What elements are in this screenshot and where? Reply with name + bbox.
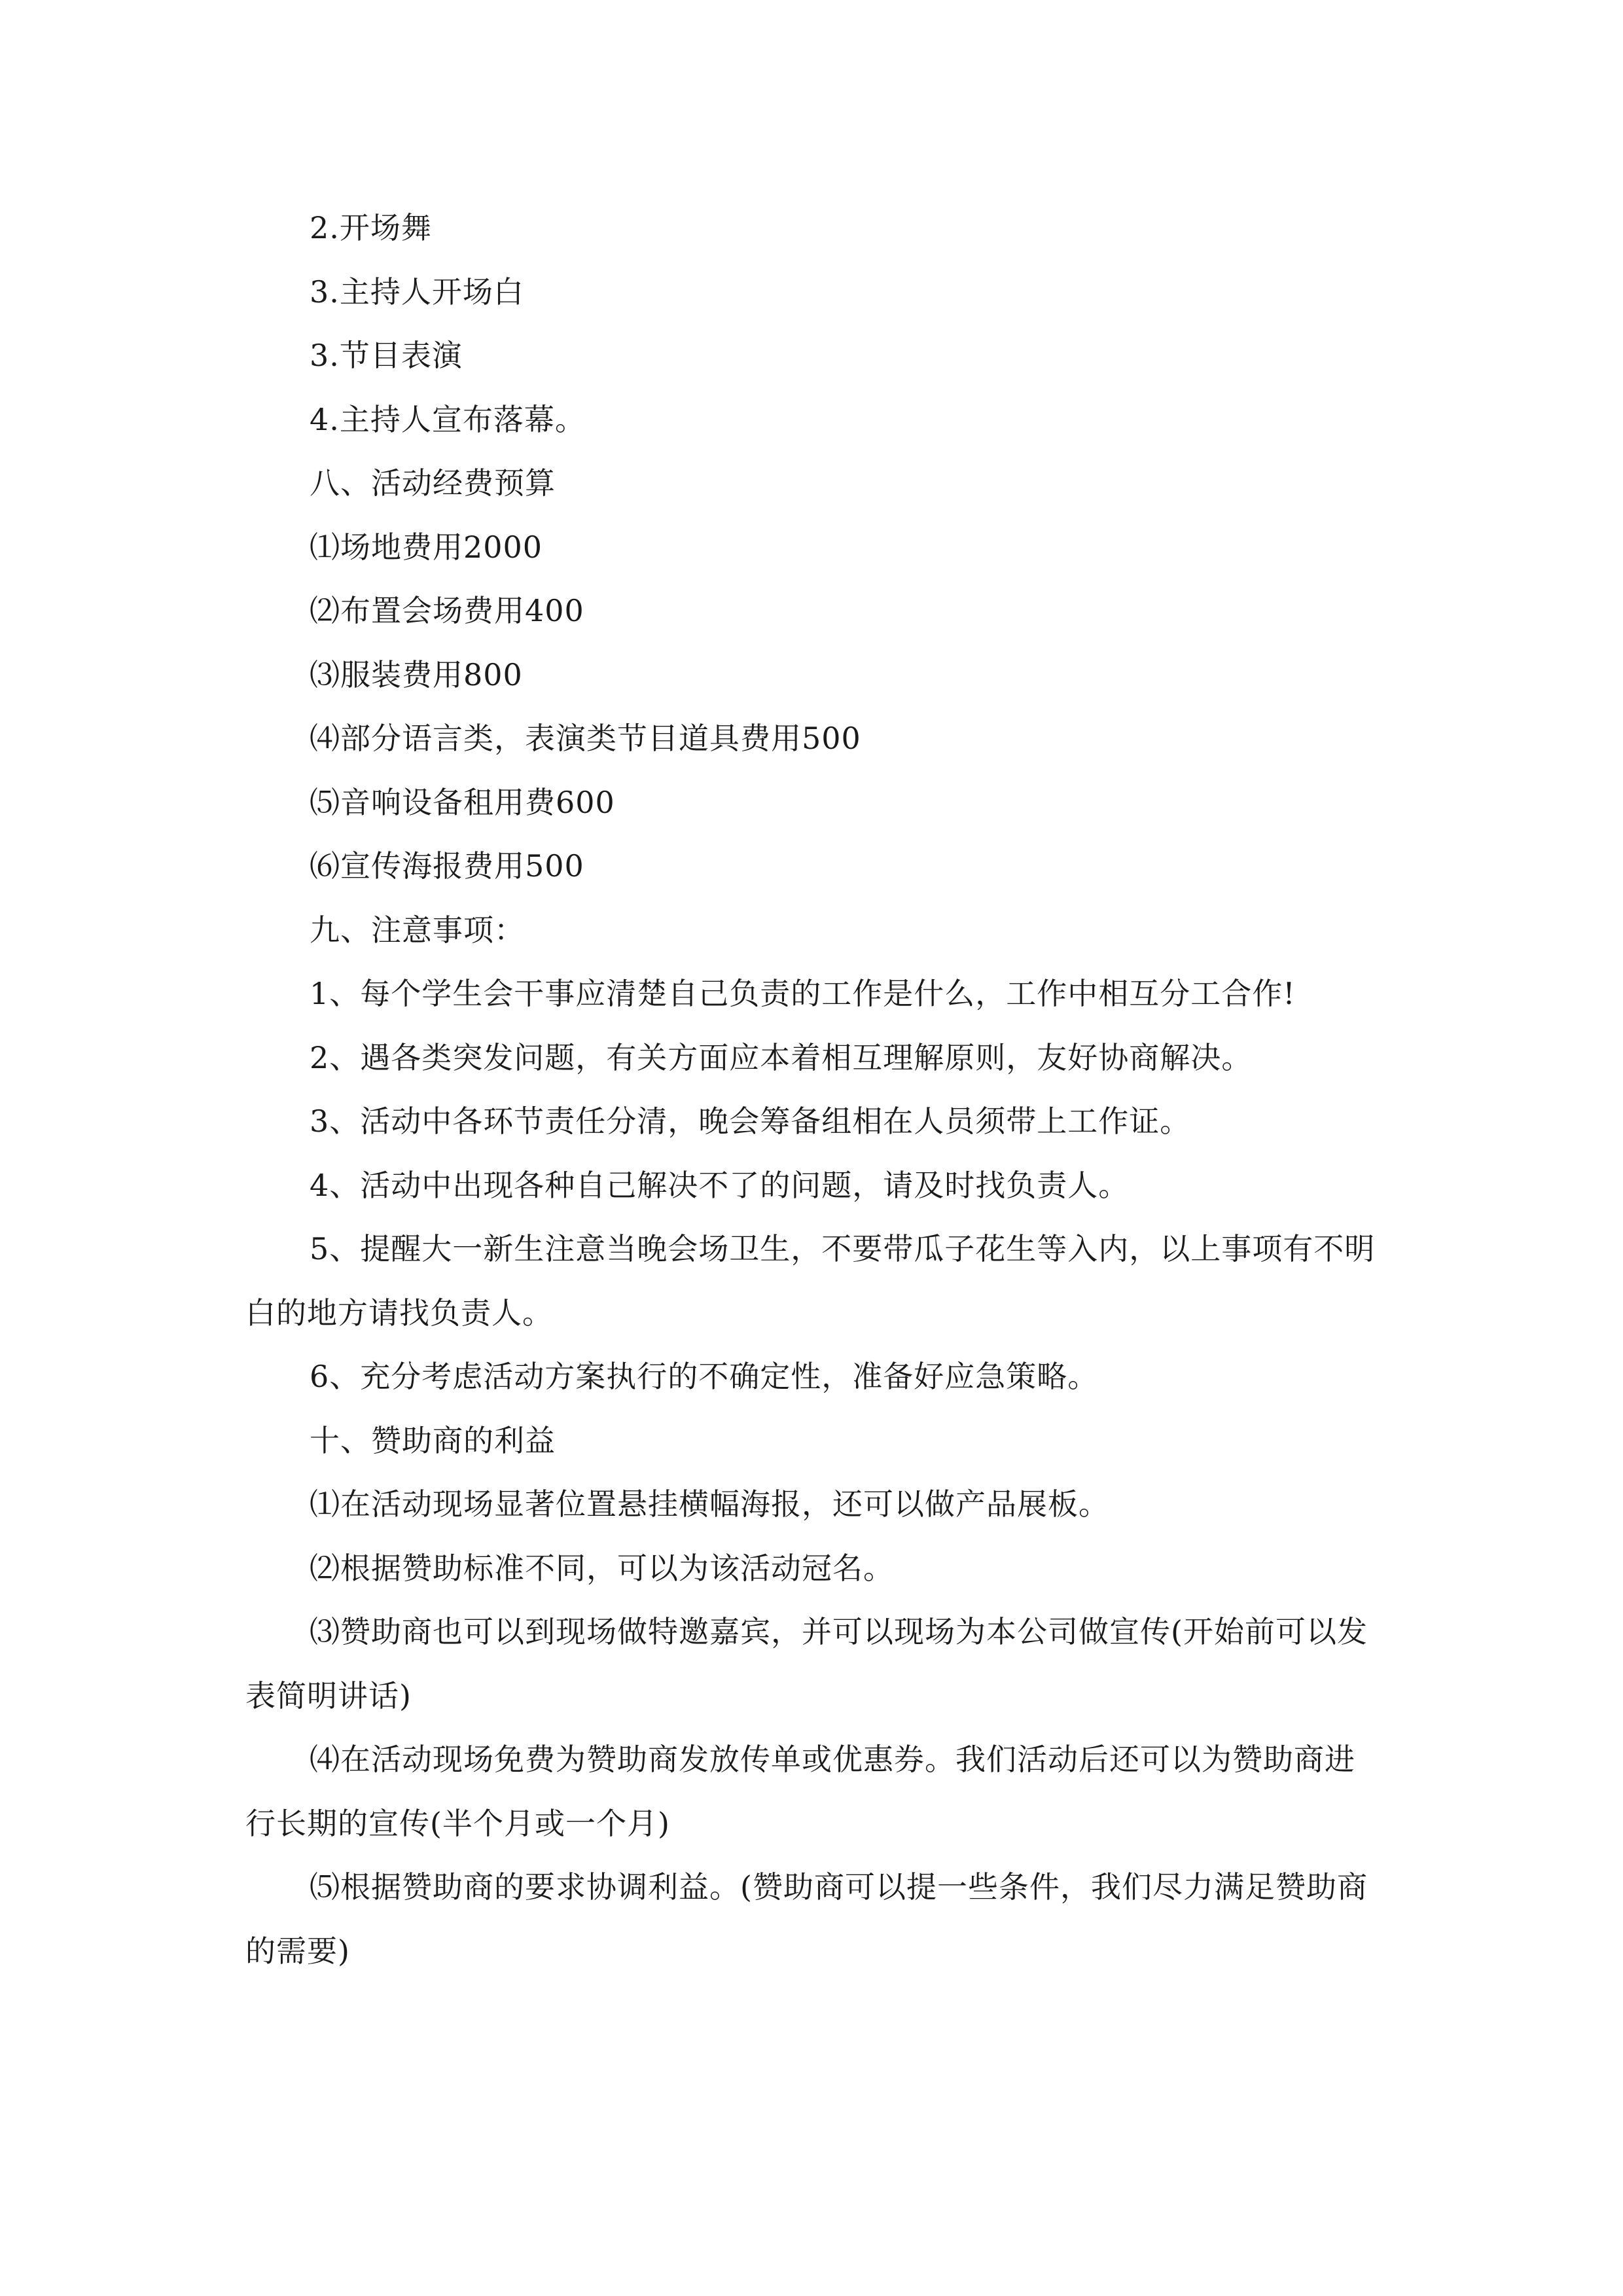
budget-item: ⑶服装费用800 bbox=[310, 656, 523, 692]
budget-heading: 八、活动经费预算 bbox=[310, 465, 556, 501]
program-item: 3.主持人开场白 bbox=[310, 274, 524, 310]
notes-heading: 九、注意事项： bbox=[310, 912, 525, 948]
notes-item: 6、充分考虑活动方案执行的不确定性，准备好应急策略。 bbox=[310, 1359, 1099, 1394]
budget-item: ⑷部分语言类，表演类节目道具费用500 bbox=[310, 721, 861, 756]
notes-item: 5、提醒大一新生注意当晚会场卫生，不要带瓜子花生等入内，以上事项有不明白的地方请找负责人。 bbox=[245, 1231, 1376, 1331]
notes-item: 2、遇各类突发问题，有关方面应本着相互理解原则，友好协商解决。 bbox=[310, 1039, 1253, 1075]
sponsor-item: ⑵根据赞助标准不同，可以为该活动冠名。 bbox=[310, 1550, 894, 1586]
sponsor-item: ⑴在活动现场显著位置悬挂横幅海报，还可以做产品展板。 bbox=[310, 1486, 1109, 1522]
sponsor-item: ⑷在活动现场免费为赞助商发放传单或优惠券。我们活动后还可以为赞助商进行长期的宣传(半个月或一个月) bbox=[245, 1742, 1355, 1841]
sponsor-item: ⑸根据赞助商的要求协调利益。(赞助商可以提一些条件，我们尽力满足赞助商的需要) bbox=[245, 1869, 1368, 1969]
notes-item: 3、活动中各环节责任分清，晚会筹备组相在人员须带上工作证。 bbox=[310, 1103, 1191, 1139]
program-item: 4.主持人宣布落幕。 bbox=[310, 401, 586, 437]
budget-item: ⑸音响设备租用费600 bbox=[310, 784, 615, 820]
notes-item: 1、每个学生会干事应清楚自己负责的工作是什么，工作中相互分工合作! bbox=[310, 976, 1296, 1011]
sponsor-item: ⑶赞助商也可以到现场做特邀嘉宾，并可以现场为本公司做宣传(开始前可以发表简明讲话) bbox=[245, 1614, 1368, 1713]
document-body bbox=[245, 196, 1381, 1983]
notes-item: 4、活动中出现各种自己解决不了的问题，请及时找负责人。 bbox=[310, 1167, 1130, 1203]
budget-item: ⑹宣传海报费用500 bbox=[310, 848, 584, 884]
budget-item: ⑵布置会场费用400 bbox=[310, 593, 584, 628]
program-item: 2.开场舞 bbox=[310, 210, 432, 245]
sponsor-heading: 十、赞助商的利益 bbox=[310, 1422, 556, 1458]
budget-item: ⑴场地费用2000 bbox=[310, 529, 543, 565]
program-item: 3.节目表演 bbox=[310, 338, 463, 373]
